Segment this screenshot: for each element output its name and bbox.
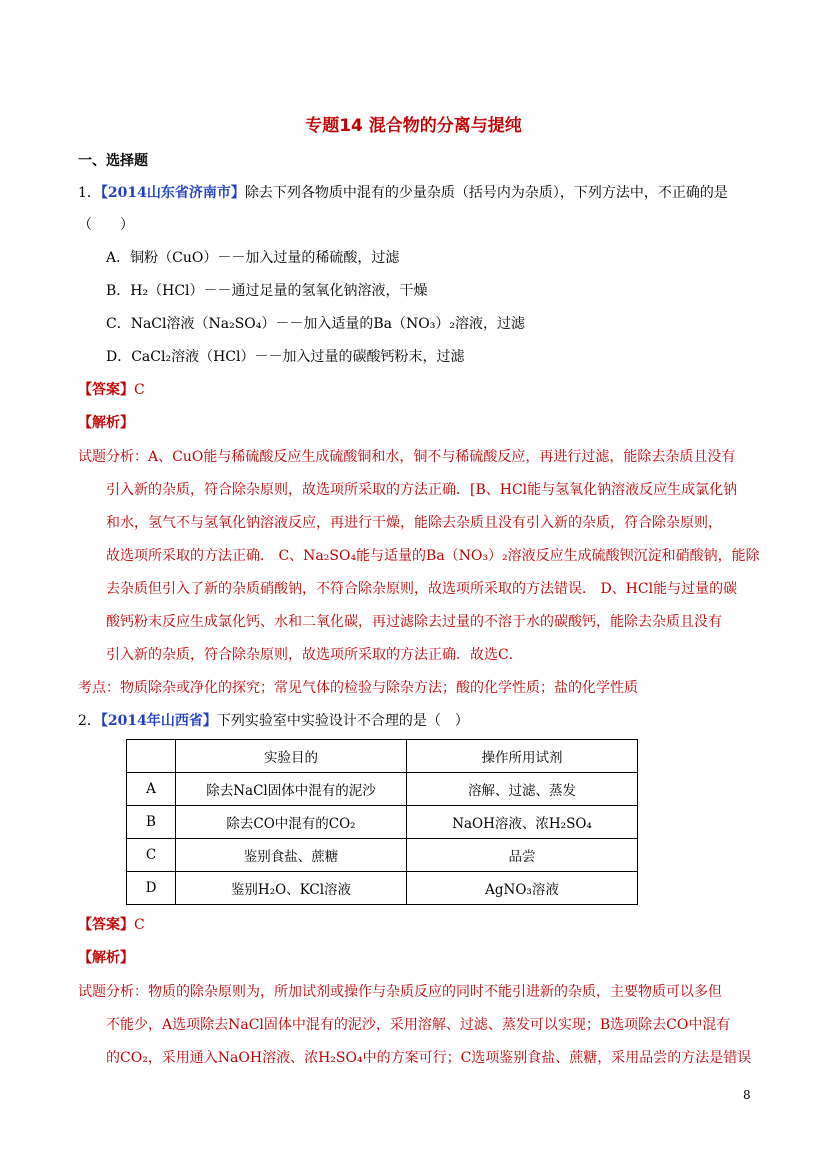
table-cell: D [127,872,176,905]
answer-paren: （ ） [78,217,134,233]
table-row [127,806,638,839]
analysis-line: 和水，氢气不与氢氧化钠溶液反应，再进行干燥，能除去杂质且没有引入新的杂质，符合除杂原则， [106,515,722,531]
table-cell: B [127,806,176,839]
table-header-cell [127,740,176,773]
kaodian-line: 考点：物质除杂或净化的探究；常见气体的检验与除杂方法；酸的化学性质；盐的化学性质 [78,680,638,696]
answer-line [78,380,145,400]
question-number: 2． [78,713,101,729]
answer-value: C [134,917,145,933]
option-c: C．NaCl溶液（Na₂SO₄）－－加入适量的Ba（NO₃）₂溶液，过滤 [106,316,525,332]
table-row [127,839,638,872]
analysis-line: 引入新的杂质，符合除杂原则，故选项所采取的方法正确．[B、HCl能与氢氧化钠溶液反应生成氯化钠 [106,482,738,498]
analysis-line: 的CO₂，采用通入NaOH溶液、浓H₂SO₄中的方案可行；C选项鉴别食盐、蔗糖，采用品尝的方法是错误 [106,1050,752,1066]
option-d: D．CaCl₂溶液（HCl）－－加入过量的碳酸钙粉末，过滤 [106,349,465,365]
table-cell: C [127,839,176,872]
analysis-label: 【解析】 [78,415,134,431]
table-cell: 除去NaCl固体中混有的泥沙 [176,773,407,806]
question-source: 【2014年山西省】 [100,713,217,729]
question-number: 1． [78,185,101,201]
table-cell: 品尝 [407,839,638,872]
table-header-cell: 实验目的 [176,740,407,773]
table-header-cell: 操作所用试剂 [407,740,638,773]
table-cell: 溶解、过滤、蒸发 [407,773,638,806]
table-cell: 鉴别食盐、蔗糖 [176,839,407,872]
answer-line [78,915,145,935]
table-cell: AgNO₃溶液 [407,872,638,905]
table-cell: NaOH溶液、浓H₂SO₄ [407,806,638,839]
analysis-label: 【解析】 [78,950,134,966]
page-title: 专题14 混合物的分离与提纯 [305,116,522,136]
question-source: 【2014山东省济南市】 [100,185,245,201]
question-2-stem [78,711,469,731]
page-number: 8 [743,1088,751,1102]
option-a: A．铜粉（CuO）－－加入过量的稀硫酸，过滤 [106,250,400,266]
analysis-line: 引入新的杂质，符合除杂原则，故选项所采取的方法正确．故选C． [106,647,523,663]
answer-value: C [134,382,145,398]
answer-label: 【答案】 [78,917,134,933]
analysis-line: 试题分析：A、CuO能与稀硫酸反应生成硫酸铜和水，铜不与稀硫酸反应，再进行过滤，能除去杂质且没有 [78,449,736,465]
experiment-table [126,739,638,905]
question-text: 除去下列各物质中混有的少量杂质（括号内为杂质），下列方法中，不正确的是 [244,185,728,201]
question-1-stem [78,183,728,203]
table-header-row [127,740,638,773]
analysis-line: 试题分析：物质的除杂原则为，所加试剂或操作与杂质反应的同时不能引进新的杂质，主要物质可以多但 [78,984,722,1000]
analysis-line: 不能少，A选项除去NaCl固体中混有的泥沙，采用溶解、过滤、蒸发可以实现；B选项除去CO中混有 [106,1017,731,1033]
analysis-line: 故选项所采取的方法正确． C、Na₂SO₄能与适量的Ba（NO₃）₂溶液反应生成硫酸钡沉淀和硝酸钠，能除 [106,548,760,564]
table-row [127,773,638,806]
table-cell: 鉴别H₂O、KCl溶液 [176,872,407,905]
section-heading: 一、选择题 [78,153,148,169]
table-cell: A [127,773,176,806]
analysis-line: 酸钙粉末反应生成氯化钙、水和二氧化碳，再过滤除去过量的不溶于水的碳酸钙，能除去杂质且没有 [106,614,722,630]
option-b: B．H₂（HCl）－－通过足量的氢氧化钠溶液，干燥 [106,283,428,299]
answer-label: 【答案】 [78,382,134,398]
table-row [127,872,638,905]
question-text: 下列实验室中实验设计不合理的是（ ） [216,713,469,729]
table-cell: 除去CO中混有的CO₂ [176,806,407,839]
analysis-line: 去杂质但引入了新的杂质硝酸钠，不符合除杂原则，故选项所采取的方法错误． D、HCl能与过量的碳 [106,581,738,597]
